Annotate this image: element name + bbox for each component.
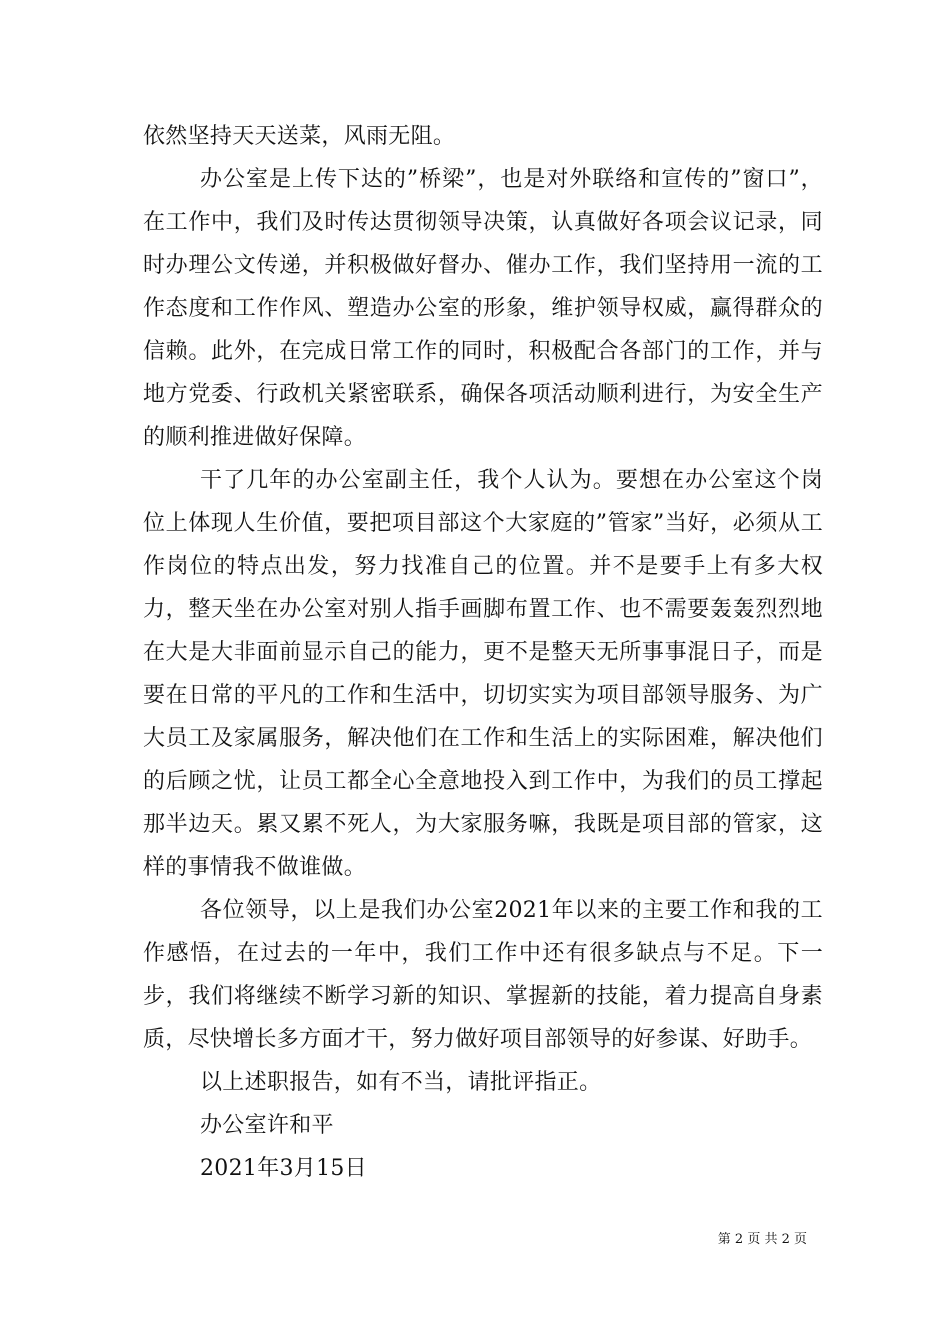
paragraph-personal-view: 干了几年的办公室副主任，我个人认为。要想在办公室这个岗位上体现人生价值，要把项目部这个大家庭的”管家”当好，必须从工作岗位的特点出发，努力找准自己的位置。并不是要手上有多大权力，整天坐在办公室对别人指手画脚布置工作、也不需要轰轰烈烈地在大是大非面前显示自己的能力，更不是整天无所事事混日子，而是要在日常的平凡的工作和生活中，切切实实为项目部领导服务、为广大员工及家属服务，解决他们在工作和生活上的实际困难，解决他们的后顾之忧，让员工都全心全意地投入到工作中，为我们的员工撑起那半边天。累又累不死人，为大家服务嘛，我既是项目部的管家，这样的事情我不做谁做。: [143, 468, 823, 880]
page-number: 第 2 页 共 2 页: [717, 1232, 807, 1247]
closing-line: 以上述职报告，如有不当，请批评指正。: [200, 1070, 602, 1095]
date-line: 2021年3月15日: [200, 1156, 367, 1181]
signature: 办公室许和平: [200, 1113, 334, 1138]
paragraph-office-bridge: 办公室是上传下达的”桥梁”，也是对外联络和宣传的”窗口”，在工作中，我们及时传达贯彻领导决策，认真做好各项会议记录，同时办理公文传递，并积极做好督办、催办工作，我们坚持用一流的工作态度和工作作风、塑造办公室的形象，维护领导权威，赢得群众的信赖。此外，在完成日常工作的同时，积极配合各部门的工作，并与地方党委、行政机关紧密联系，确保各项活动顺利进行，为安全生产的顺利推进做好保障。: [143, 167, 823, 450]
document-body: [143, 115, 823, 1190]
paragraph-summary: 各位领导，以上是我们办公室2021年以来的主要工作和我的工作感悟，在过去的一年中，我们工作中还有很多缺点与不足。下一步，我们将继续不断学习新的知识、掌握新的技能，着力提高自身素质，尽快增长多方面才干，努力做好项目部领导的好参谋、好助手。: [143, 898, 823, 1052]
paragraph-continuation: 依然坚持天天送菜，风雨无阻。: [143, 124, 456, 149]
